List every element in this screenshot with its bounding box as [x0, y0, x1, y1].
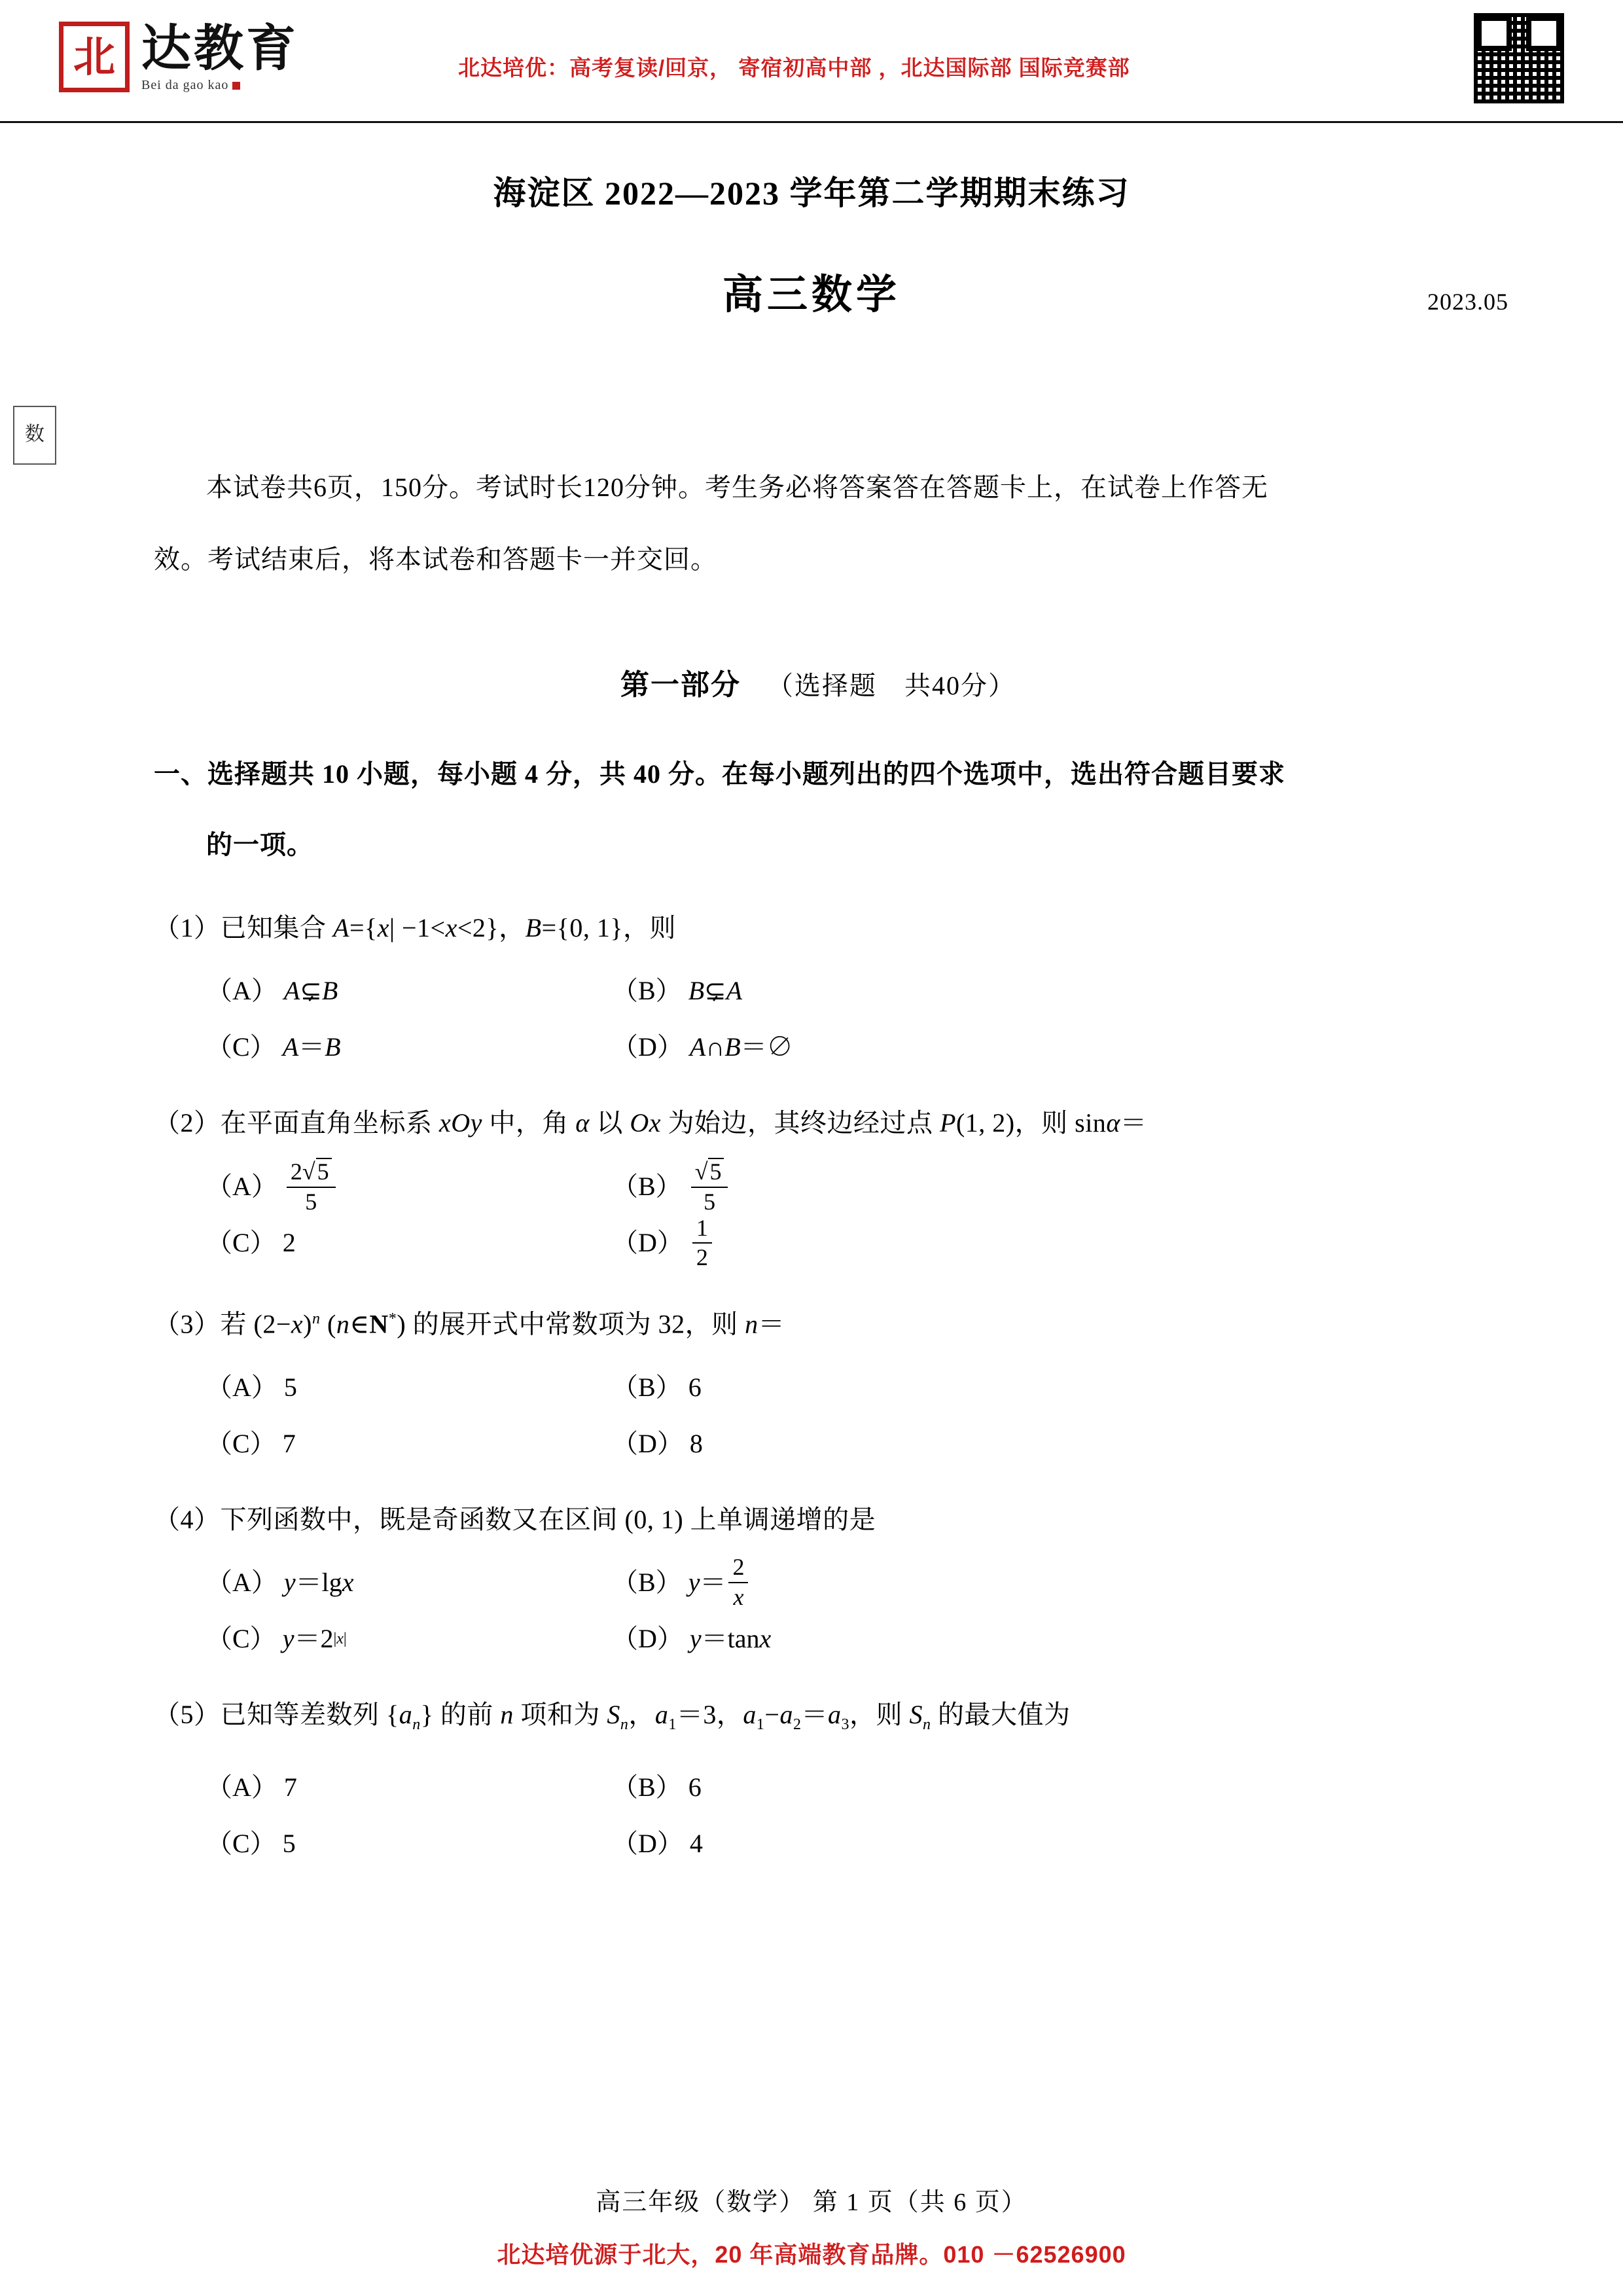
option-5-c[interactable]: （C） 5 — [206, 1828, 296, 1858]
option-row — [206, 1759, 1482, 1816]
page-title: 海淀区 2022—2023 学年第二学期期末练习 — [493, 175, 1130, 211]
question-4 — [154, 1497, 1482, 1667]
instruction-line-2: 的一项。 — [206, 830, 313, 859]
question-1-stem: （1）已知集合 A={x| −1<x<2}，B={0, 1}，则 — [154, 913, 677, 942]
option-row — [206, 1554, 1482, 1611]
option-row — [206, 1359, 1482, 1416]
question-3-stem: （3）若 $(2-x)^n$ (n∈N*) 的展开式中常数项为 32，则 n＝ — [154, 1309, 785, 1339]
option-row — [206, 1416, 1482, 1472]
question-5-number: （5） — [154, 1699, 221, 1729]
brand-logo — [59, 14, 393, 99]
option-row — [206, 1158, 1482, 1215]
header-tagline: 北达培优：高考复读/回京， 寄宿初高中部 ，北达国际部 国际竞赛部 — [458, 56, 1130, 80]
question-4-options — [206, 1554, 1482, 1667]
question-5-options — [206, 1759, 1482, 1872]
question-4-stem: （4）下列函数中，既是奇函数又在区间 (0, 1) 上单调递增的是 — [154, 1504, 876, 1534]
logo-seal-icon: 北 — [59, 22, 130, 92]
exam-date: 2023.05 — [1427, 289, 1508, 315]
option-2-a[interactable]: （A） $\frac{2√5}{5}$ — [206, 1158, 612, 1215]
question-5 — [154, 1692, 1482, 1872]
question-3-options — [206, 1359, 1482, 1472]
option-1-c[interactable]: （C） A ＝ B — [206, 1032, 341, 1062]
option-4-d[interactable]: （D） y ＝tan x — [612, 1623, 772, 1653]
question-3-number: （3） — [154, 1309, 221, 1339]
question-2-number: （2） — [154, 1108, 221, 1138]
logo-square-icon — [232, 82, 240, 90]
option-5-a[interactable]: （A） 7 — [206, 1772, 297, 1802]
fraction: $\frac{√5}{5}$ — [691, 1158, 728, 1215]
option-row — [206, 1816, 1482, 1872]
subject-title: 高三数学 — [722, 273, 901, 317]
question-1-number: （1） — [154, 913, 221, 942]
option-2-b[interactable]: （B） $\frac{√5}{5}$ — [612, 1158, 1018, 1215]
question-1 — [154, 905, 1482, 1075]
option-row — [206, 1019, 1482, 1075]
question-3 — [154, 1296, 1482, 1471]
option-1-d[interactable]: （D） A ∩ B ＝∅ — [612, 1032, 793, 1062]
question-2-options — [206, 1158, 1482, 1271]
option-3-a[interactable]: （A） 5 — [206, 1372, 297, 1402]
logo-text: 达教育 — [141, 21, 298, 77]
option-row — [206, 963, 1482, 1019]
option-row — [206, 1215, 1482, 1271]
option-3-d[interactable]: （D） 8 — [612, 1428, 703, 1458]
page-header — [0, 0, 1623, 123]
page-footer: 高三年级（数学） 第 1 页（共 6 页） — [596, 2189, 1027, 2216]
side-subject-tab: 数 — [13, 406, 56, 465]
logo-text-wrap — [141, 22, 298, 93]
footer-banner: 北达培优源于北大，20 年高端教育品牌。010 －62526900 — [497, 2241, 1126, 2268]
option-4-a[interactable]: （A） y ＝lg x — [206, 1567, 354, 1597]
notice-line-1: 本试卷共6页，150分。考试时长120分钟。考生务必将答案答在答题卡上，在试卷上作答无 — [206, 473, 1268, 502]
option-5-d[interactable]: （D） 4 — [612, 1828, 703, 1858]
question-2 — [154, 1100, 1482, 1271]
option-2-c[interactable]: （C） 2 — [206, 1228, 296, 1258]
option-5-b[interactable]: （B） 6 — [612, 1772, 702, 1802]
option-3-b[interactable]: （B） 6 — [612, 1372, 702, 1402]
fraction: $\frac{1}{2}$ — [692, 1215, 712, 1271]
option-1-a[interactable]: （A） A ⊊ B — [206, 976, 338, 1005]
paper-body — [154, 452, 1482, 1872]
qr-code-icon — [1474, 13, 1564, 103]
logo-pinyin: Bei da gao kao — [141, 78, 298, 93]
question-4-number: （4） — [154, 1504, 221, 1534]
option-1-b[interactable]: （B） B ⊊ A — [612, 976, 743, 1005]
part-heading-label: 第一部分 — [620, 669, 741, 701]
part-heading — [154, 661, 1482, 703]
option-4-b[interactable]: （B） y ＝ $\frac{2}{x}$ — [612, 1554, 1018, 1610]
section-instructions — [154, 739, 1482, 880]
question-2-stem: （2）在平面直角坐标系 xOy 中，角 α 以 Ox 为始边，其终边经过点 P(1, 2)，则 sinα＝ — [154, 1108, 1147, 1138]
option-2-d[interactable]: （D） $\frac{1}{2}$ — [612, 1215, 1018, 1271]
option-3-c[interactable]: （C） 7 — [206, 1428, 296, 1458]
part-heading-paren: （选择题 共40分） — [767, 671, 1016, 700]
instruction-line-1: 一、选择题共 10 小题，每小题 4 分，共 40 分。在每小题列出的四个选项中，选出符合题目要求 — [154, 759, 1285, 789]
option-4-c[interactable]: （C） y ＝2 |x| — [206, 1623, 347, 1653]
question-5-stem: （5）已知等差数列 $\{a_n\}$ 的前 n 项和为 $S_n$，$a_1=3$，$a_1-a_2=a_3$，则 $S_n$ 的最大值为 — [154, 1699, 1071, 1733]
notice-line-2: 效。考试结束后，将本试卷和答题卡一并交回。 — [154, 545, 717, 574]
fraction: $\frac{2√5}{5}$ — [287, 1158, 336, 1215]
question-1-options — [206, 963, 1482, 1075]
option-row — [206, 1611, 1482, 1667]
fraction: $\frac{2}{x}$ — [728, 1554, 748, 1610]
